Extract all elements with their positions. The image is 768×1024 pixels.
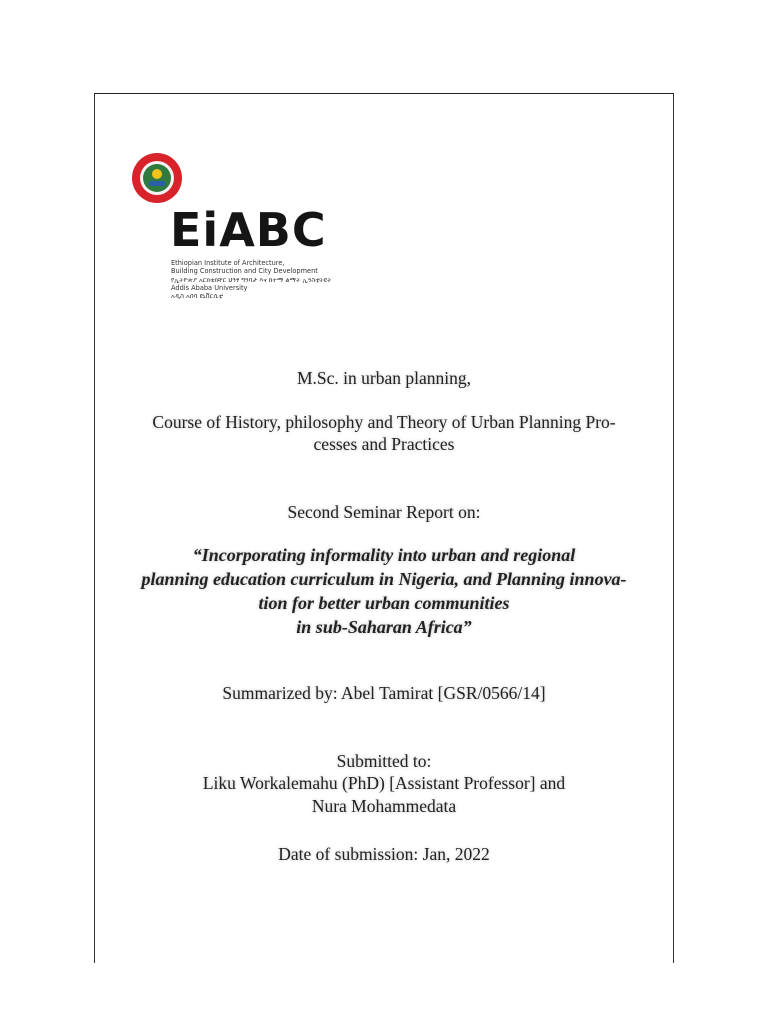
report-title-line: tion for better urban communities	[258, 593, 510, 613]
institute-line: Addis Ababa University	[171, 283, 248, 292]
course-title-line: cesses and Practices	[313, 434, 455, 454]
submitted-label: Submitted to:	[336, 751, 432, 771]
program-name: M.Sc. in urban planning,	[296, 368, 471, 388]
submitted-to-line: Liku Workalemahu (PhD) [Assistant Professor] and	[202, 773, 566, 793]
report-label: Second Seminar Report on:	[287, 502, 481, 522]
course-title-line: Course of History, philosophy and Theory of Urban Planning Pro-	[152, 412, 616, 432]
logo-wordmark: EiABC	[170, 203, 327, 257]
institute-name	[171, 259, 332, 300]
report-title-line: planning education curriculum in Nigeria, and Planning innova-	[141, 569, 627, 589]
report-title-line: “Incorporating informality into urban and regional	[192, 545, 576, 565]
summarized-by: Summarized by: Abel Tamirat [GSR/0566/14]	[222, 683, 546, 703]
institute-line: የኢትዮጵያ አርክቴክቸር ህንፃ ግንባታ እና ከተማ ልማት ኢንስቲትዩት	[171, 275, 332, 284]
institute-line: Ethiopian Institute of Architecture,	[171, 259, 285, 267]
university-seal-icon	[131, 152, 183, 204]
institute-line: Building Construction and City Development	[171, 267, 318, 276]
institute-line: አዲስ አበባ ዩኒቨርሲቲ	[171, 292, 224, 301]
report-title-line: in sub-Saharan Africa”	[296, 617, 472, 637]
submitted-to-line: Nura Mohammedata	[311, 796, 457, 816]
submission-date: Date of submission: Jan, 2022	[278, 844, 490, 864]
